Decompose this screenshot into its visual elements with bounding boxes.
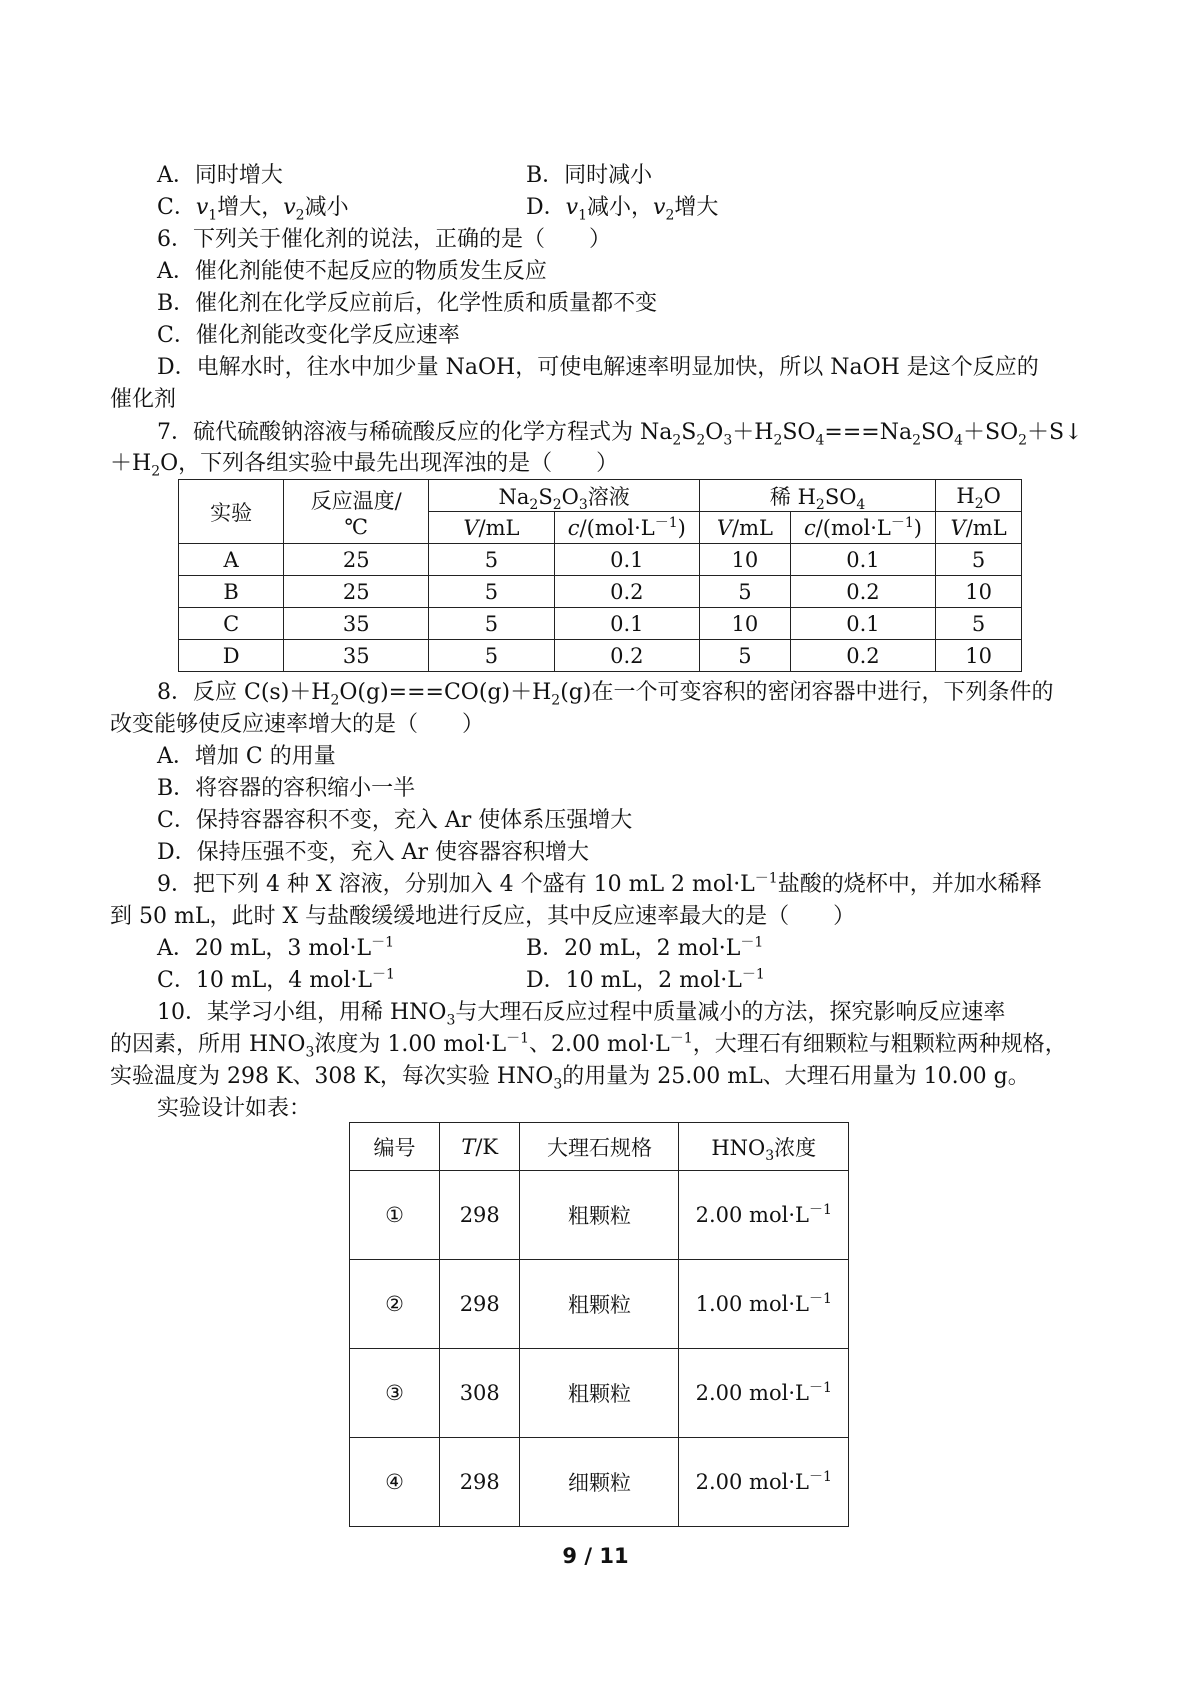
subheader-volume: V/mL — [936, 512, 1022, 544]
table-cell: 0.1 — [554, 608, 699, 640]
experiment-design-table — [349, 1122, 849, 1527]
col-header-temperature: T/K — [440, 1123, 520, 1171]
q9-stem-cont: 到 50 mL，此时 X 与盐酸缓缓地进行反应，其中反应速率最大的是（ ） — [110, 904, 856, 929]
table-cell: 5 — [936, 608, 1022, 640]
q6-stem: 6．下列关于催化剂的说法，正确的是（ ） — [157, 227, 611, 252]
table-cell: 0.2 — [790, 576, 935, 608]
q6-option-b: B．催化剂在化学反应前后，化学性质和质量都不变 — [157, 291, 658, 316]
table-cell: 2.00 $mol\cdot L^{-1}$ — [679, 1438, 849, 1527]
table-cell: 1.00 $mol\cdot L^{-1}$ — [679, 1260, 849, 1349]
q10-table-intro: 实验设计如表： — [157, 1096, 312, 1121]
table-cell: 细颗粒 — [520, 1438, 679, 1527]
table-cell: 35 — [284, 640, 429, 672]
table-cell: 0.2 — [554, 576, 699, 608]
q8-stem: 8．反应 $C(s)+H_2O(g)===CO(g)+H_2(g)$在一个可变容积的密闭容器中进行，下列条件的 — [157, 680, 1054, 709]
col-header-number: 编号 — [350, 1123, 440, 1171]
col-header-na2s2o3: $Na_2S_2O_3$溶液 — [429, 480, 700, 512]
page-number: 9 / 11 — [562, 1544, 629, 1568]
q9-option-a: A．20 mL，3 $mol\cdot L^{-1}$ — [157, 934, 395, 961]
table-cell: 5 — [429, 608, 554, 640]
q9-stem: 9．把下列 4 种 X 溶液，分别加入 4 个盛有 10 mL 2 $mol\cdot L^{-1}$盐酸的烧杯中，并加水稀释 — [157, 870, 1042, 897]
col-header-temperature: 反应温度/ ℃ — [284, 480, 429, 544]
q8-option-a: A．增加 C 的用量 — [157, 744, 336, 769]
col-header-hno3-conc: $HNO_3$浓度 — [679, 1123, 849, 1171]
q10-stem-line3: 实验温度为 298 K、308 K，每次实验 $HNO_3$的用量为 25.00 mL、大理石用量为 10.00 g。 — [110, 1064, 1030, 1093]
q6-option-c: C．催化剂能改变化学反应速率 — [157, 323, 460, 348]
table-cell: 308 — [440, 1349, 520, 1438]
table-row — [179, 544, 1022, 576]
q8-option-c: C．保持容器容积不变，充入 Ar 使体系压强增大 — [157, 808, 633, 833]
table-cell: 10 — [700, 608, 791, 640]
table-cell: 5 — [700, 576, 791, 608]
q5-option-a: A．同时增大 — [157, 163, 283, 188]
q8-option-d: D．保持压强不变，充入 Ar 使容器容积增大 — [157, 840, 590, 865]
table-cell: 0.1 — [790, 608, 935, 640]
q5-option-c: C．$v_1$增大，$v_2$减小 — [157, 195, 349, 224]
table-cell: 5 — [429, 544, 554, 576]
table-row — [350, 1438, 849, 1527]
q10-stem-line2: 的因素，所用 $HNO_3$浓度为 1.00 $mol\cdot L^{-1}$、2.00 $mol\cdot L^{-1}$，大理石有细颗粒与粗颗粒两种规格， — [110, 1030, 1067, 1061]
q9-option-c: C．10 mL，4 $mol\cdot L^{-1}$ — [157, 966, 395, 993]
table-cell: 2.00 $mol\cdot L^{-1}$ — [679, 1171, 849, 1260]
q9-option-b: B．20 mL，2 $mol\cdot L^{-1}$ — [526, 934, 764, 961]
q8-option-b: B．将容器的容积缩小一半 — [157, 776, 416, 801]
table-row — [350, 1349, 849, 1438]
q7-stem-cont: $+H_2O$，下列各组实验中最先出现浑浊的是（ ） — [110, 451, 619, 480]
table-cell: 粗颗粒 — [520, 1171, 679, 1260]
table-row — [350, 1260, 849, 1349]
table-cell: 5 — [700, 640, 791, 672]
subheader-concentration: $c/(mol\cdot L^{-1})$ — [554, 512, 699, 544]
table-cell: ③ — [350, 1349, 440, 1438]
q5-option-d: D．$v_1$减小，$v_2$增大 — [526, 195, 719, 224]
table-row — [179, 576, 1022, 608]
table-cell: ① — [350, 1171, 440, 1260]
table-cell: 5 — [429, 576, 554, 608]
subheader-volume: V/mL — [700, 512, 791, 544]
subheader-volume: V/mL — [429, 512, 554, 544]
col-header-marble-spec: 大理石规格 — [520, 1123, 679, 1171]
table-cell: 5 — [429, 640, 554, 672]
table-cell: 298 — [440, 1438, 520, 1527]
experiment-table — [178, 479, 1022, 672]
table-cell: 0.2 — [790, 640, 935, 672]
table-cell: A — [179, 544, 284, 576]
table-cell: 35 — [284, 608, 429, 640]
q5-option-b: B．同时减小 — [526, 163, 653, 188]
table-row — [350, 1171, 849, 1260]
table-cell: 10 — [936, 576, 1022, 608]
table-cell: 10 — [700, 544, 791, 576]
q7-stem: 7．硫代硫酸钠溶液与稀硫酸反应的化学方程式为 $Na_2S_2O_3+H_2SO_4===Na_2SO_4+SO_2+S↓$ — [157, 420, 1083, 449]
table-row — [179, 608, 1022, 640]
table-cell: 0.1 — [790, 544, 935, 576]
q6-option-d-cont: 催化剂 — [110, 387, 177, 412]
table-row — [179, 640, 1022, 672]
table-cell: C — [179, 608, 284, 640]
table-cell: 25 — [284, 576, 429, 608]
table-cell: 0.2 — [554, 640, 699, 672]
table-cell: 25 — [284, 544, 429, 576]
table-cell: 2.00 $mol\cdot L^{-1}$ — [679, 1349, 849, 1438]
q10-stem: 10．某学习小组，用稀 $HNO_3$与大理石反应过程中质量减小的方法，探究影响反应速率 — [157, 1000, 1006, 1029]
col-header-experiment: 实验 — [179, 480, 284, 544]
table-cell: 粗颗粒 — [520, 1260, 679, 1349]
table-cell: D — [179, 640, 284, 672]
q8-stem-cont: 改变能够使反应速率增大的是（ ） — [110, 712, 485, 737]
table-cell: ④ — [350, 1438, 440, 1527]
q9-option-d: D．10 mL，2 $mol\cdot L^{-1}$ — [526, 966, 765, 993]
table-cell: 10 — [936, 640, 1022, 672]
subheader-concentration: $c/(mol\cdot L^{-1})$ — [790, 512, 935, 544]
col-header-h2o: $H_2O$ — [936, 480, 1022, 512]
table-cell: 粗颗粒 — [520, 1349, 679, 1438]
table-cell: ② — [350, 1260, 440, 1349]
table-cell: B — [179, 576, 284, 608]
q6-option-a: A．催化剂能使不起反应的物质发生反应 — [157, 259, 547, 284]
table-cell: 0.1 — [554, 544, 699, 576]
table-cell: 298 — [440, 1260, 520, 1349]
table-cell: 5 — [936, 544, 1022, 576]
q6-option-d: D．电解水时，往水中加少量 NaOH，可使电解速率明显加快，所以 NaOH 是这个反应的 — [157, 355, 1039, 380]
col-header-h2so4: 稀 $H_2SO_4$ — [700, 480, 936, 512]
table-cell: 298 — [440, 1171, 520, 1260]
